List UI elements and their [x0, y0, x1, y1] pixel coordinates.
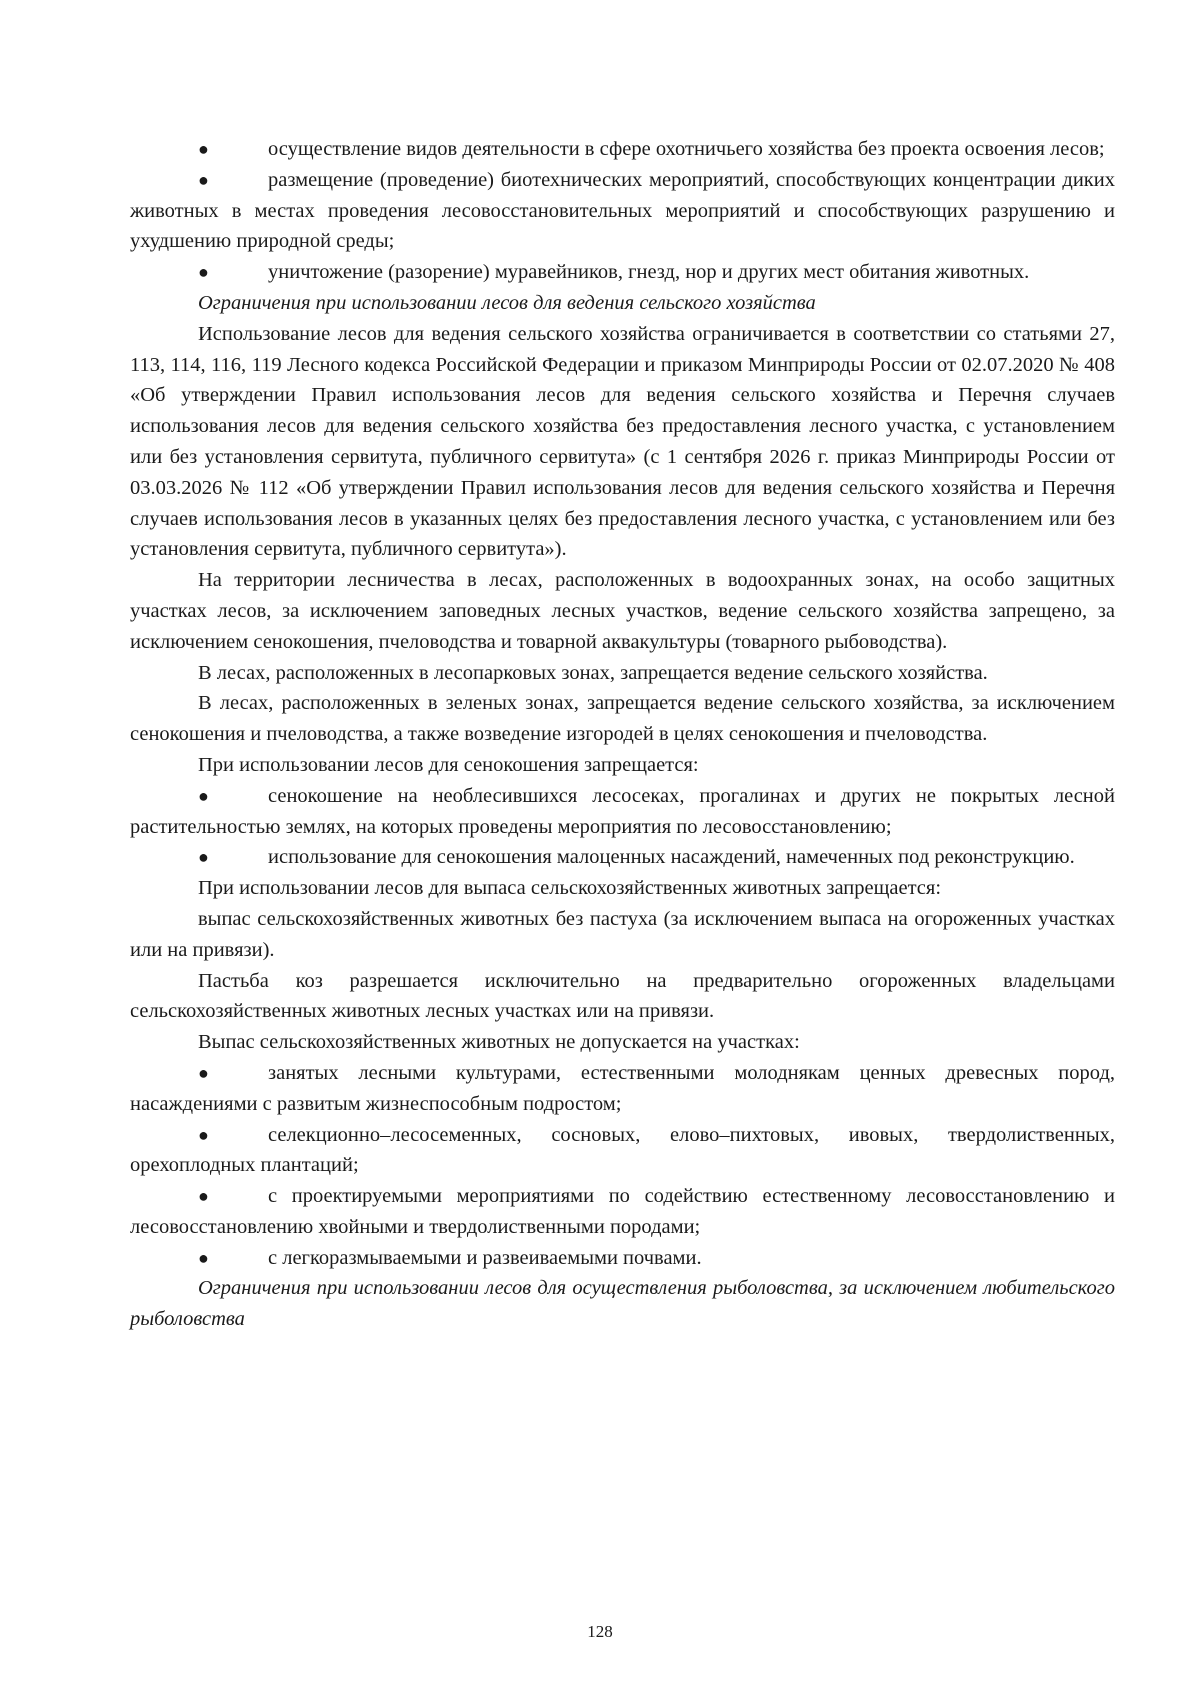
paragraph: При использовании лесов для выпаса сельскохозяйственных животных запрещается:	[198, 877, 942, 900]
paragraph: В лесах, расположенных в зеленых зонах, запрещается ведение сельского хозяйства, за исключением сенокошения и пчеловодства, а также возведение изгородей в целях сенокошения и пчеловодства.	[130, 692, 1115, 746]
list-item	[130, 781, 1115, 843]
list-item	[130, 134, 1115, 165]
list-item	[130, 1058, 1115, 1120]
list-item	[130, 1181, 1115, 1243]
list-item-text: сенокошение на необлесившихся лесосеках, прогалинах и других не покрытых лесной растительностью землях, на которых проведены мероприятия по лесовосстановлению;	[130, 784, 1115, 838]
page-number: 128	[587, 1622, 613, 1641]
bullet-icon: ●	[198, 1124, 209, 1145]
bullet-icon: ●	[198, 1247, 209, 1268]
bullet-icon: ●	[198, 847, 209, 868]
paragraph: Пастьба коз разрешается исключительно на предварительно огороженных владельцами сельскохозяйственных животных лесных участках или на привязи.	[130, 969, 1115, 1023]
list-item-text: селекционно–лесосеменных, сосновых, елово–пихтовых, ивовых, твердолиственных, орехоплодных плантаций;	[130, 1123, 1115, 1177]
bullet-icon: ●	[198, 139, 209, 159]
paragraph: На территории лесничества в лесах, расположенных в водоохранных зонах, на особо защитных участках лесов, за исключением заповедных лесных участков, ведение сельского хозяйства запрещено, за исключением сенокошения, пчеловодства и товарной аквакультуры (товарного рыбоводства).	[130, 569, 1115, 653]
list-item-text: с проектируемыми мероприятиями по содействию естественному лесовосстановлению и лесовосстановлению хвойными и твердолиственными породами;	[130, 1185, 1115, 1238]
bullet-icon: ●	[198, 1186, 209, 1207]
list-item	[130, 1120, 1115, 1182]
paragraph: В лесах, расположенных в лесопарковых зонах, запрещается ведение сельского хозяйства.	[198, 661, 988, 684]
list-item	[130, 842, 1115, 873]
list-item	[130, 1243, 1115, 1274]
list-item	[130, 257, 1115, 288]
list-item	[130, 165, 1115, 257]
paragraph: Использование лесов для ведения сельского хозяйства ограничивается в соответствии со статьями 27, 113, 114, 116, 119 Лесного кодекса Российской Федерации и приказом Минприроды России от 02.07.2020 № 408 «Об утверждении Правил использования лесов для ведения сельского хозяйства и Перечня случаев использования лесов для ведения сельского хозяйства без предоставления лесного участка, с установлением или без установления сервитута, публичного сервитута» (с 1 сентября 2026 г. приказ Минприроды России от 03.03.2026 № 112 «Об утверждении Правил использования лесов для ведения сельского хозяйства и Перечня случаев использования лесов в указанных целях без предоставления лесного участка, с установлением или без установления сервитута, публичного сервитута»).	[130, 322, 1115, 561]
bullet-icon: ●	[198, 1062, 209, 1083]
list-item-text: осуществление видов деятельности в сфере охотничьего хозяйства без проекта освоения лесов;	[268, 138, 1105, 160]
list-item-text: занятых лесными культурами, естественными молоднякам ценных древесных пород, насаждениями с развитым жизнеспособным подростом;	[130, 1061, 1115, 1115]
bullet-icon: ●	[198, 262, 209, 283]
list-item-text: размещение (проведение) биотехнических мероприятий, способствующих концентрации диких животных в местах проведения лесовосстановительных мероприятий и способствующих разрушению и ухудшению природной среды;	[130, 168, 1115, 253]
section-heading: Ограничения при использовании лесов для осуществления рыболовства, за исключением любительского рыболовства	[130, 1277, 1115, 1331]
paragraph: выпас сельскохозяйственных животных без пастуха (за исключением выпаса на огороженных участках или на привязи).	[130, 907, 1115, 961]
paragraph: Выпас сельскохозяйственных животных не допускается на участках:	[198, 1031, 800, 1054]
bullet-icon: ●	[198, 785, 209, 806]
list-item-text: уничтожение (разорение) муравейников, гнезд, нор и других мест обитания животных.	[268, 261, 1030, 284]
bullet-icon: ●	[198, 169, 209, 190]
list-item-text: с легкоразмываемыми и развеиваемыми почвами.	[268, 1246, 702, 1269]
paragraph: При использовании лесов для сенокошения запрещается:	[198, 753, 699, 776]
list-item-text: использование для сенокошения малоценных насаждений, намеченных под реконструкцию.	[268, 846, 1075, 869]
document-body	[130, 134, 1115, 1335]
section-heading: Ограничения при использовании лесов для ведения сельского хозяйства	[198, 291, 816, 314]
